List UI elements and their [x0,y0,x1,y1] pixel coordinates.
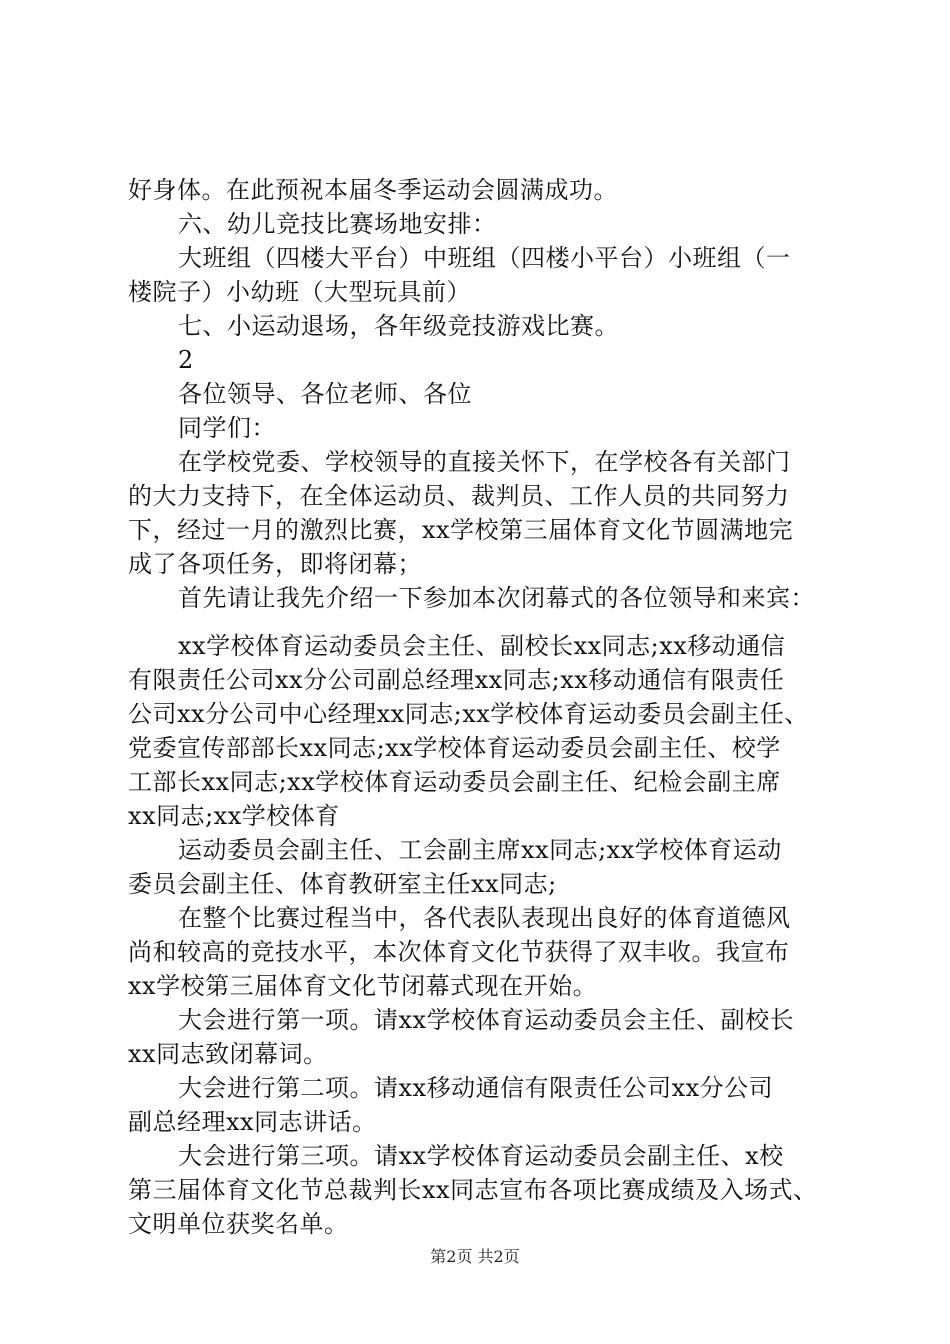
text-line: 工部长xx同志;xx学校体育运动委员会副主任、纪检会副主席 [128,768,781,796]
text-line: 大会进行第三项。请xx学校体育运动委员会副主任、x校 [178,1142,784,1170]
text-line: 大会进行第二项。请xx移动通信有限责任公司xx分公司 [178,1074,774,1102]
section-number: 2 [178,346,194,374]
text-line: 运动委员会副主任、工会副主席xx同志;xx学校体育运动 [178,836,782,864]
text-line: 党委宣传部部长xx同志;xx学校体育运动委员会副主任、校学 [128,734,781,762]
text-line: 各位领导、各位老师、各位 [178,380,472,408]
text-line: xx同志致闭幕词。 [128,1040,328,1068]
text-line: 大会进行第一项。请xx学校体育运动委员会主任、副校长 [178,1006,795,1034]
text-line: 第三届体育文化节总裁判长xx同志宣布各项比赛成绩及入场式、 [128,1176,818,1204]
text-line: xx学校第三届体育文化节闭幕式现在开始。 [128,972,598,1000]
text-line: 楼院子）小幼班（大型玩具前） [128,278,471,306]
text-line: 委员会副主任、体育教研室主任xx同志; [128,870,557,898]
text-line: 首先请让我先介绍一下参加本次闭幕式的各位领导和来宾： [178,584,815,612]
text-line: xx同志;xx学校体育 [128,802,340,830]
section-heading: 六、幼儿竞技比赛场地安排： [178,210,497,238]
text-line: 文明单位获奖名单。 [128,1210,349,1238]
section-heading: 七、小运动退场，各年级竞技游戏比赛。 [178,312,619,340]
text-line: 副总经理xx同志讲话。 [128,1108,377,1136]
text-line: 同学们： [178,414,276,442]
text-line: 公司xx分公司中心经理xx同志;xx学校体育运动委员会副主任、 [128,700,809,728]
text-line: 在整个比赛过程当中，各代表队表现出良好的体育道德风 [178,904,791,932]
text-line: 有限责任公司xx分公司副总经理xx同志;xx移动通信有限责任 [128,666,785,694]
text-line: 好身体。在此预祝本届冬季运动会圆满成功。 [128,176,618,204]
text-line: 尚和较高的竞技水平，本次体育文化节获得了双丰收。我宣布 [128,938,790,966]
text-line: xx学校体育运动委员会主任、副校长xx同志;xx移动通信 [178,632,786,660]
page-footer: 第2页 共2页 [430,1247,520,1266]
text-line: 的大力支持下，在全体运动员、裁判员、工作人员的共同努力 [128,482,790,510]
text-line: 在学校党委、学校领导的直接关怀下，在学校各有关部门 [178,448,791,476]
text-line: 大班组（四楼大平台）中班组（四楼小平台）小班组（一 [178,244,791,272]
text-line: 下，经过一月的激烈比赛，xx学校第三届体育文化节圆满地完 [128,516,794,544]
text-line: 成了各项任务，即将闭幕； [128,550,422,578]
